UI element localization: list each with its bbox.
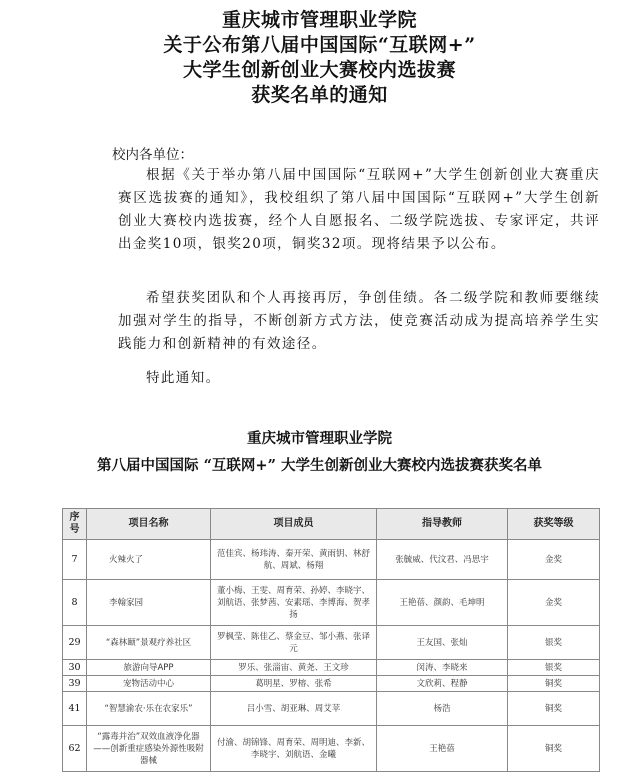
row-award: 金奖 xyxy=(508,580,600,626)
paragraph-3: 特此通知。 xyxy=(146,370,221,386)
row-project: 宠物活动中心 xyxy=(87,676,211,692)
award-list-heading xyxy=(0,425,639,479)
award-table xyxy=(62,508,600,772)
header-project: 项目名称 xyxy=(87,509,211,540)
row-members: 吕小雪、胡亚琳、周艾苹 xyxy=(211,692,377,726)
row-no: 7 xyxy=(63,540,87,580)
row-teachers: 文欣莉、程静 xyxy=(377,676,508,692)
row-members: 范佳宾、杨玮涛、秦开荣、黄雨钥、林舒航、周斌、杨翔 xyxy=(211,540,377,580)
table-header-row xyxy=(63,509,600,540)
row-members: 罗枫莹、陈佳乙、蔡金豆、邹小燕、张译元 xyxy=(211,626,377,660)
notice-title xyxy=(0,8,639,108)
salutation: 校内各单位： xyxy=(112,147,193,163)
row-project: “露毒并治”双效血液净化器——创新重症感染外源性吸附器械 xyxy=(87,726,211,772)
table-row xyxy=(63,540,600,580)
table-row xyxy=(63,626,600,660)
award-list-title: 第八届中国国际 “互联网+” 大学生创新创业大赛校内选拔赛获奖名单 xyxy=(97,457,542,474)
row-project: 火辣火了 xyxy=(87,540,211,580)
header-award: 获奖等级 xyxy=(508,509,600,540)
row-no: 29 xyxy=(63,626,87,660)
row-project: “智慧渝农·乐在农家乐” xyxy=(87,692,211,726)
header-no: 序号 xyxy=(63,509,87,540)
row-members: 葛明星、罗榕、张希 xyxy=(211,676,377,692)
row-teachers: 张毓威、代汶君、冯思宇 xyxy=(377,540,508,580)
row-award: 银奖 xyxy=(508,626,600,660)
row-teachers: 王艳蓓、颜韵、毛坤明 xyxy=(377,580,508,626)
table-row xyxy=(63,676,600,692)
row-project: “森林颐”景观疗养社区 xyxy=(87,626,211,660)
award-list-school: 重庆城市管理职业学院 xyxy=(247,430,392,447)
row-teachers: 王友国、张灿 xyxy=(377,626,508,660)
title-line-2: 关于公布第八届中国国际“互联网+” xyxy=(163,34,476,56)
row-teachers: 王艳蓓 xyxy=(377,726,508,772)
table-row xyxy=(63,580,600,626)
header-teachers: 指导教师 xyxy=(377,509,508,540)
row-teachers: 杨浩 xyxy=(377,692,508,726)
row-project: 旅游向导APP xyxy=(87,660,211,676)
row-no: 62 xyxy=(63,726,87,772)
table-row xyxy=(63,660,600,676)
paragraph-2: 希望获奖团队和个人再接再厉，争创佳绩。各二级学院和教师要继续加强对学生的指导，不断创新方式方法，使竞赛活动成为提高培养学生实践能力和创新精神的有效途径。 xyxy=(118,290,600,352)
row-members: 董小梅、王雯、周育荣、孙婷、李晓宇、刘航语、张梦茜、安素瑶、李博海、贺孝扬 xyxy=(211,580,377,626)
row-no: 41 xyxy=(63,692,87,726)
paragraph-1: 根据《关于举办第八届中国国际“互联网+”大学生创新创业大赛重庆赛区选拔赛的通知》，我校组织了第八届中国国际“互联网+”大学生创新创业大赛校内选拔赛，经个人自愿报名、二级学院选拔、专家评定，共评出金奖10项，银奖20项，铜奖32项。现将结果予以公布。 xyxy=(118,167,600,252)
header-members: 项目成员 xyxy=(211,509,377,540)
row-award: 铜奖 xyxy=(508,726,600,772)
table-row xyxy=(63,726,600,772)
row-teachers: 闵涛、李晓来 xyxy=(377,660,508,676)
row-no: 30 xyxy=(63,660,87,676)
row-award: 铜奖 xyxy=(508,676,600,692)
title-line-3: 大学生创新创业大赛校内选拔赛 xyxy=(182,59,456,81)
row-project: 李翰家园 xyxy=(87,580,211,626)
row-members: 罗乐、张淄宙、黄尧、王文珍 xyxy=(211,660,377,676)
row-award: 金奖 xyxy=(508,540,600,580)
title-line-1: 重庆城市管理职业学院 xyxy=(221,9,417,31)
title-line-4: 获奖名单的通知 xyxy=(251,84,388,106)
row-no: 8 xyxy=(63,580,87,626)
row-award: 银奖 xyxy=(508,660,600,676)
row-award: 铜奖 xyxy=(508,692,600,726)
row-members: 付渝、胡锦锋、周育荣、周明迪、李新、李晓宇、刘航语、金曦 xyxy=(211,726,377,772)
table-row xyxy=(63,692,600,726)
row-no: 39 xyxy=(63,676,87,692)
